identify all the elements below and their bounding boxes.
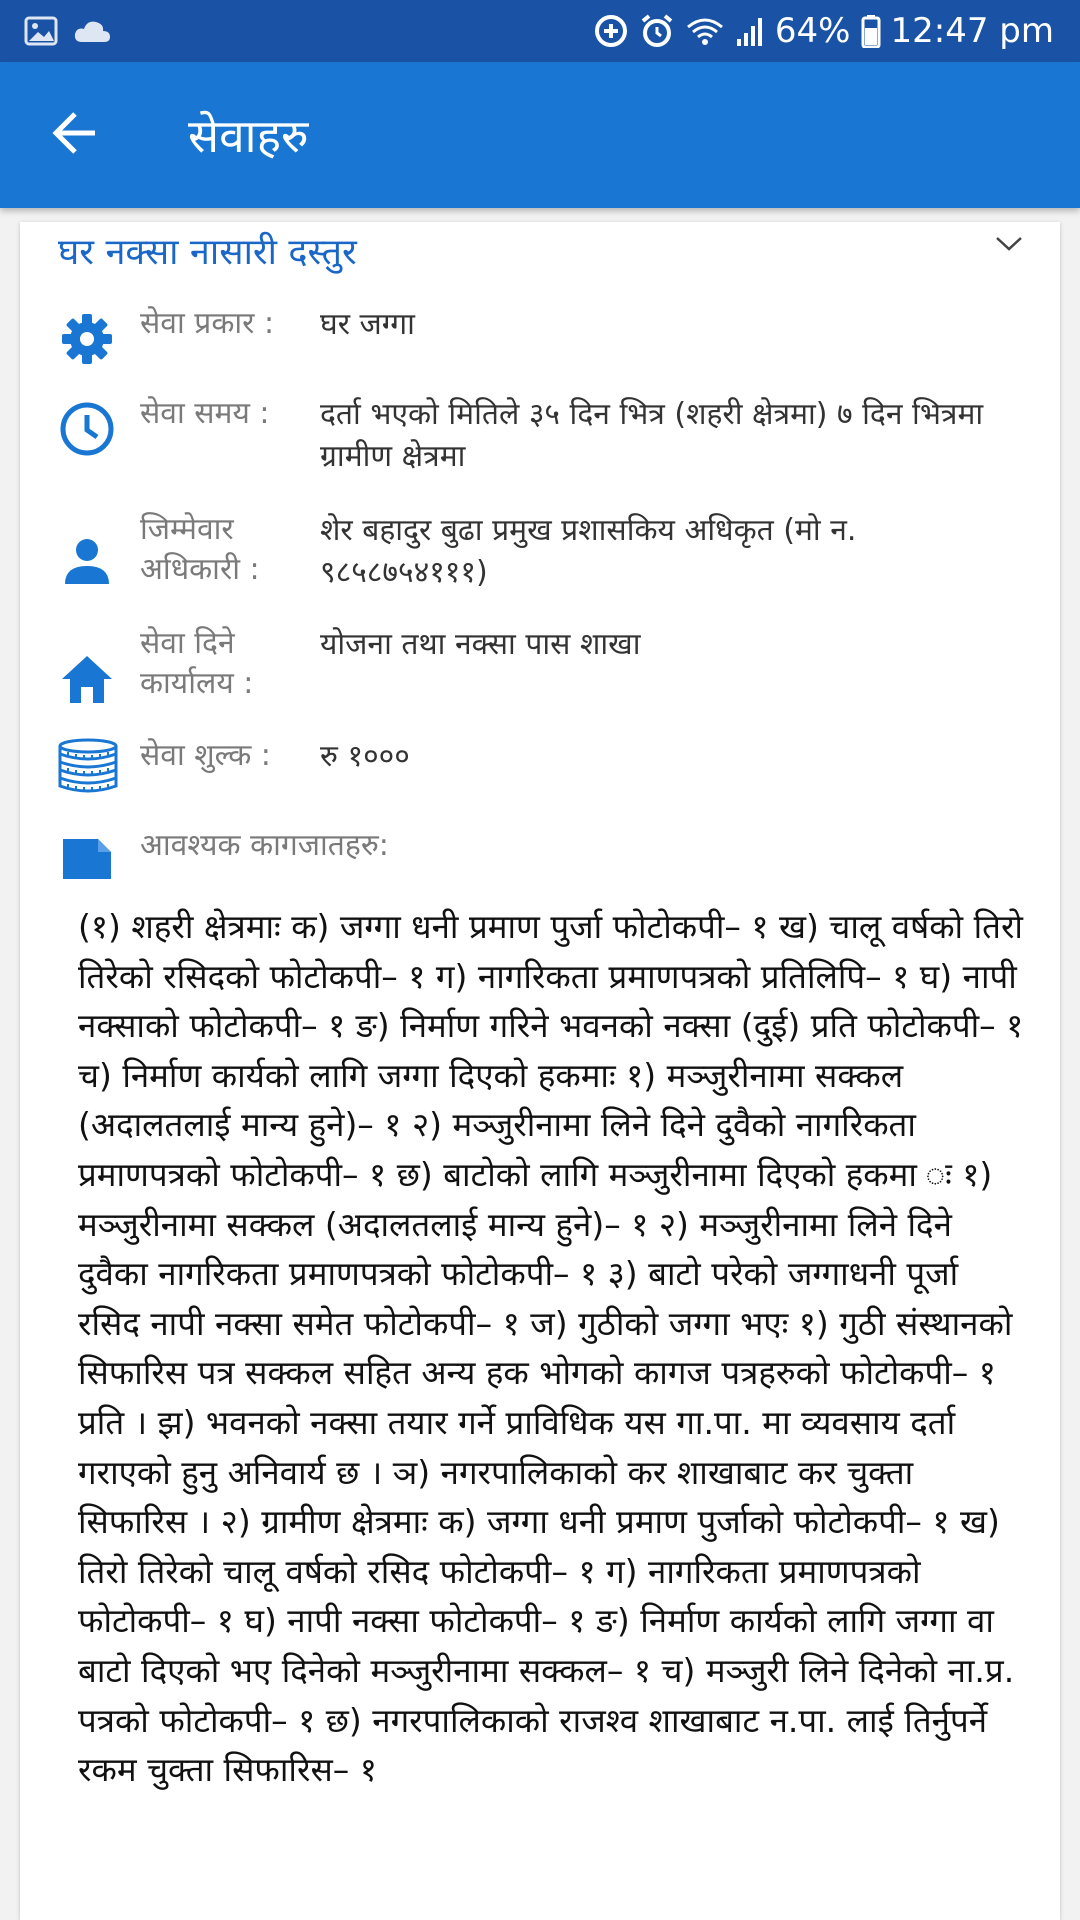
service-fee-value: रु १००० xyxy=(320,739,410,774)
responsible-officer-label: जिम्मेवार अधिकारी : xyxy=(140,512,260,587)
clock-time: 12:47 pm xyxy=(890,11,1054,51)
coins-icon xyxy=(56,738,120,798)
arrow-back-icon xyxy=(51,111,99,159)
service-office-label: सेवा दिने कार्यालय : xyxy=(140,626,254,701)
responsible-officer-value: शेर बहादुर बुढा प्रमुख प्रशासकिय अधिकृत (मो न. ९८५८७५४१११) xyxy=(320,513,857,590)
service-card xyxy=(20,222,1060,1920)
service-fee-label: सेवा शुल्क : xyxy=(140,738,271,773)
app-bar xyxy=(0,62,1080,208)
chevron-down-icon[interactable] xyxy=(994,234,1024,258)
back-button[interactable] xyxy=(0,62,150,208)
gear-icon xyxy=(58,310,116,368)
battery-percent: 64% xyxy=(774,11,851,51)
wifi-icon xyxy=(685,15,725,47)
service-title: घर नक्सा नासारी दस्तुर xyxy=(58,232,357,273)
service-time-label: सेवा समय : xyxy=(140,396,270,431)
battery-icon xyxy=(861,14,881,48)
service-type-value: घर जग्गा xyxy=(320,307,415,342)
signal-icon xyxy=(735,15,765,47)
service-type-label: सेवा प्रकार : xyxy=(140,306,275,341)
status-bar xyxy=(0,0,1080,62)
required-documents-text: (१) शहरी क्षेत्रमाः क) जग्गा धनी प्रमाण पुर्जा फोटोकपी– १ ख) चालू वर्षको तिरो तिरेको रसिदको फोटोकपी– १ ग) नागरिकता प्रमाणपत्रको प्रतिलिपि– १ घ) नापी नक्साको फोटोकपी– १ ङ) निर्माण गरिने भवनको नक्सा (दुई) प्रति फोटोकपी– १ च) निर्माण कार्यको लागि जग्गा दिएको हकमाः १) मञ्जुरीनामा सक्कल (अदालतलाई मान्य हुने)– १ २) मञ्जुरीनामा लिने दिने दुवैको नागरिकता प्रमाणपत्रको फोटोकपी– १ छ) बाटोको लागि मञ्जुरीनामा दिएको हकमा ः १) मञ्जुरीनामा सक्कल (अदालतलाई मान्य हुने)– १ २) मञ्जुरीनामा लिने दिने दुवैका नागरिकता प्रमाणपत्रको फोटोकपी– १ ३) बाटो परेको जग्गाधनी पूर्जा रसिद नापी नक्सा समेत फोटोकपी– १ ज) गुठीको जग्गा भएः १) गुठी संस्थानको सिफारिस पत्र सक्कल सहित अन्य हक भोगको कागज पत्रहरुको फोटोकपी– १ प्रति । झ) भवनको नक्सा तयार गर्ने प्राविधिक यस गा.पा. मा व्यवसाय दर्ता गराएको हुनु अनिवार्य छ । ञ) नगरपालिकाको कर शाखाबाट कर चुक्ता सिफारिस । २) ग्रामीण क्षेत्रमाः क) जग्गा धनी प्रमाण पुर्जाको फोटोकपी– १ ख) तिरो तिरेको चालू वर्षको रसिद फोटोकपी– १ ग) नागरिकता प्रमाणपत्रको फोटोकपी– १ घ) नापी नक्सा फोटोकपी– १ ङ) निर्माण कार्यको लागि जग्गा वा बाटो दिएको भए दिनेको मञ्जुरीनामा सक्कल– १ च) मञ्जुरी लिने दिनेको ना.प्र. पत्रको फोटोकपी– १ छ) नगरपालिकाको राजश्व शाखाबाट न.पा. लाई तिर्नुपर्ने रकम चुक्ता सिफारिस– १ xyxy=(78,907,1024,1790)
service-time-value: दर्ता भएको मितिले ३५ दिन भित्र (शहरी क्षेत्रमा) ७ दिन भित्रमा ग्रामीण क्षेत्रमा xyxy=(320,397,984,474)
cloud-icon xyxy=(72,18,112,44)
document-icon xyxy=(58,830,116,888)
clock-icon xyxy=(58,400,116,458)
service-card-header[interactable] xyxy=(20,222,1060,280)
status-bar-right xyxy=(593,11,1054,51)
home-icon xyxy=(58,650,116,708)
status-bar-left xyxy=(24,16,112,46)
alarm-icon xyxy=(639,13,675,49)
page-title: सेवाहरु xyxy=(188,109,309,163)
person-icon xyxy=(58,532,116,590)
required-documents-label: आवश्यक कागजातहरु: xyxy=(140,828,389,863)
data-saver-icon xyxy=(593,13,629,49)
service-office-value: योजना तथा नक्सा पास शाखा xyxy=(320,627,641,662)
image-icon xyxy=(24,16,58,46)
